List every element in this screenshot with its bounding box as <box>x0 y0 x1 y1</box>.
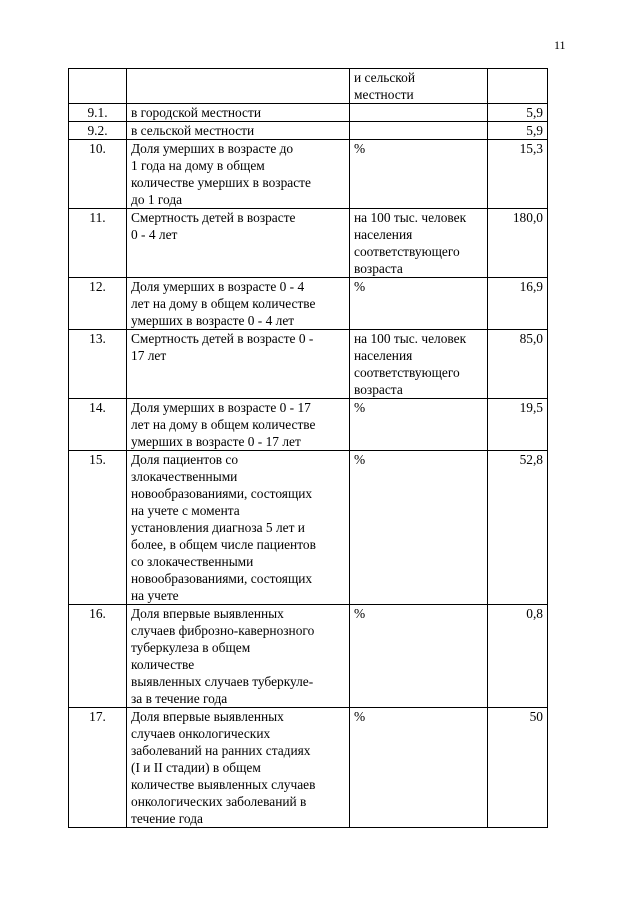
unit-line: % <box>354 279 366 294</box>
indicator-value: 19,5 <box>488 399 548 451</box>
unit-line: % <box>354 400 366 415</box>
indicator-name-line: случаев онкологических <box>131 726 271 741</box>
unit-line: % <box>354 452 366 467</box>
table-row <box>69 605 548 708</box>
indicator-name-line: количестве выявленных случаев <box>131 777 316 792</box>
indicator-name-line: злокачественными <box>131 469 238 484</box>
indicator-name <box>127 708 350 828</box>
indicator-name-line: новообразованиями, состоящих <box>131 571 313 586</box>
indicator-name-line: более, в общем числе пациентов <box>131 537 316 552</box>
indicator-value: 5,9 <box>488 104 548 122</box>
unit-of-measure <box>350 605 488 708</box>
indicator-name <box>127 399 350 451</box>
row-number: 15. <box>69 451 127 605</box>
page-number: 11 <box>554 38 566 52</box>
table-row <box>69 209 548 278</box>
indicator-name-line: Доля впервые выявленных <box>131 709 284 724</box>
indicator-name-line: количестве <box>131 657 195 672</box>
row-number: 17. <box>69 708 127 828</box>
indicator-value: 180,0 <box>488 209 548 278</box>
indicator-name-line: до 1 года <box>131 192 183 207</box>
indicator-value <box>488 69 548 104</box>
indicator-name-line: 1 года на дому в общем <box>131 158 265 173</box>
row-number: 9.1. <box>69 104 127 122</box>
unit-line: населения <box>354 348 413 363</box>
indicator-name-line: Доля умерших в возрасте 0 - 17 <box>131 400 311 415</box>
unit-line <box>354 104 483 121</box>
table-row <box>69 708 548 828</box>
row-number: 14. <box>69 399 127 451</box>
table-body <box>69 69 548 828</box>
row-number: 13. <box>69 330 127 399</box>
indicator-name <box>127 451 350 605</box>
table-row <box>69 69 548 104</box>
indicator-value: 16,9 <box>488 278 548 330</box>
row-number <box>69 69 127 104</box>
unit-of-measure <box>350 278 488 330</box>
unit-of-measure <box>350 451 488 605</box>
indicator-name-line: (I и II стадии) в общем <box>131 760 261 775</box>
indicator-name-line: заболеваний на ранних стадиях <box>131 743 311 758</box>
indicator-name-line: на учете <box>131 588 179 603</box>
indicator-name-line: Доля пациентов со <box>131 452 239 467</box>
table-row <box>69 122 548 140</box>
unit-of-measure <box>350 122 488 140</box>
indicator-name <box>127 122 350 140</box>
unit-line: возраста <box>354 382 403 397</box>
indicator-name-line: течение года <box>131 811 203 826</box>
table-row <box>69 140 548 209</box>
indicator-name-line: Смертность детей в возрасте 0 - <box>131 331 314 346</box>
indicator-name-line: 0 - 4 лет <box>131 227 178 242</box>
row-number: 10. <box>69 140 127 209</box>
indicator-name-line: онкологических заболеваний в <box>131 794 307 809</box>
indicator-name-line: новообразованиями, состоящих <box>131 486 313 501</box>
unit-line: на 100 тыс. человек <box>354 331 467 346</box>
indicator-value: 85,0 <box>488 330 548 399</box>
indicator-name <box>127 330 350 399</box>
indicator-name <box>127 140 350 209</box>
indicator-name-line: в сельской местности <box>131 123 255 138</box>
indicator-name-line: выявленных случаев туберкуле- <box>131 674 314 689</box>
unit-line <box>354 122 483 139</box>
unit-of-measure <box>350 140 488 209</box>
indicator-name-line: случаев фиброзно-кавернозного <box>131 623 315 638</box>
unit-of-measure <box>350 69 488 104</box>
table-row <box>69 278 548 330</box>
unit-line: % <box>354 141 366 156</box>
table-row <box>69 104 548 122</box>
indicator-value: 50 <box>488 708 548 828</box>
indicator-value: 15,3 <box>488 140 548 209</box>
indicator-name-line: количестве умерших в возрасте <box>131 175 311 190</box>
unit-line: соответствующего <box>354 365 460 380</box>
unit-of-measure <box>350 209 488 278</box>
indicator-value: 5,9 <box>488 122 548 140</box>
unit-line: % <box>354 606 366 621</box>
indicator-value: 0,8 <box>488 605 548 708</box>
unit-of-measure <box>350 330 488 399</box>
unit-line: возраста <box>354 261 403 276</box>
indicator-name-line: за в течение года <box>131 691 228 706</box>
indicator-name-line: со злокачественными <box>131 554 254 569</box>
unit-line: на 100 тыс. человек <box>354 210 467 225</box>
unit-line: соответствующего <box>354 244 460 259</box>
indicator-name <box>127 605 350 708</box>
indicator-name-line: Смертность детей в возрасте <box>131 210 296 225</box>
indicator-name-line <box>131 69 345 86</box>
indicator-name <box>127 104 350 122</box>
unit-of-measure <box>350 399 488 451</box>
unit-line: и сельской <box>354 70 415 85</box>
unit-line: населения <box>354 227 413 242</box>
indicator-name-line: лет на дому в общем количестве <box>131 417 316 432</box>
indicator-name-line: 17 лет <box>131 348 167 363</box>
indicator-name <box>127 209 350 278</box>
indicator-name-line: туберкулеза в общем <box>131 640 251 655</box>
indicator-name-line: лет на дому в общем количестве <box>131 296 316 311</box>
unit-line: % <box>354 709 366 724</box>
indicator-name-line: установления диагноза 5 лет и <box>131 520 305 535</box>
unit-of-measure <box>350 104 488 122</box>
indicator-name-line: умерших в возрасте 0 - 17 лет <box>131 434 301 449</box>
unit-line: местности <box>354 87 414 102</box>
table-row <box>69 330 548 399</box>
row-number: 12. <box>69 278 127 330</box>
table-row <box>69 451 548 605</box>
indicator-name-line: Доля умерших в возрасте до <box>131 141 294 156</box>
indicator-name <box>127 278 350 330</box>
row-number: 9.2. <box>69 122 127 140</box>
indicators-table <box>68 68 548 828</box>
indicator-value: 52,8 <box>488 451 548 605</box>
indicator-name-line: умерших в возрасте 0 - 4 лет <box>131 313 295 328</box>
indicator-name-line: Доля впервые выявленных <box>131 606 284 621</box>
unit-of-measure <box>350 708 488 828</box>
indicator-name <box>127 69 350 104</box>
table-row <box>69 399 548 451</box>
indicator-name-line: Доля умерших в возрасте 0 - 4 <box>131 279 305 294</box>
indicator-name-line: в городской местности <box>131 105 262 120</box>
row-number: 16. <box>69 605 127 708</box>
indicator-name-line: на учете с момента <box>131 503 240 518</box>
row-number: 11. <box>69 209 127 278</box>
